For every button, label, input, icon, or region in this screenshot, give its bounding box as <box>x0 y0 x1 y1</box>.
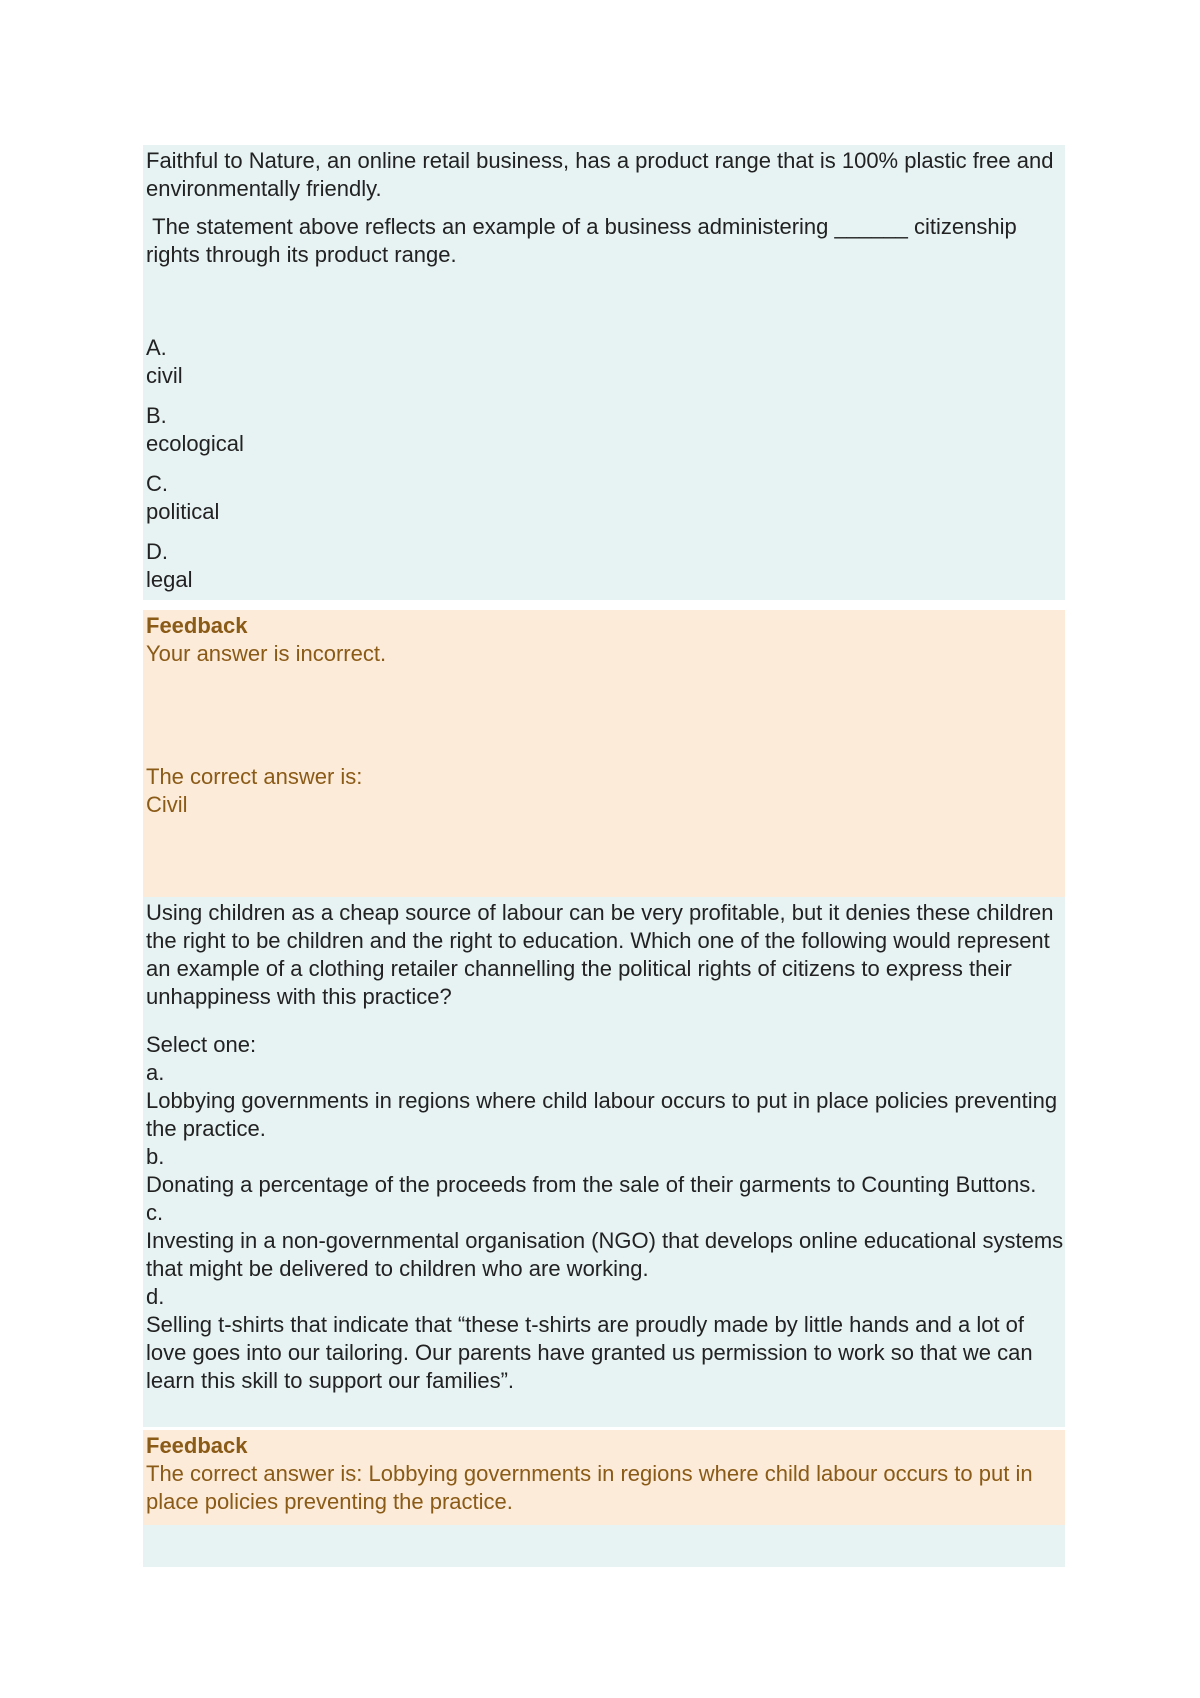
question-3-placeholder <box>143 1525 1065 1567</box>
question-2-stem: Using children as a cheap source of labour can be very profitable, but it denies these children the right to be children and the right to education. Which one of the following would represent an example of a clothing retailer channelling the political rights of citizens to express their unhappiness with this practice? <box>146 900 1054 1009</box>
select-one-label: Select one: <box>146 1032 257 1057</box>
question-2-options <box>146 1059 1065 1395</box>
option-b-letter: B. <box>146 403 167 428</box>
option-d-letter: D. <box>146 539 168 564</box>
question-1-stem: Faithful to Nature, an online retail business, has a product range that is 100% plastic free and environmentally friendly. <box>146 148 1054 201</box>
option-2d[interactable] <box>146 1283 1065 1395</box>
option-2c-letter: c. <box>146 1200 164 1225</box>
question-2 <box>143 897 1065 1427</box>
option-c-letter: C. <box>146 471 168 496</box>
feedback-1-body <box>143 610 1065 819</box>
feedback-1-correct-label: The correct answer is: <box>146 764 363 789</box>
option-2b-letter: b. <box>146 1144 165 1169</box>
option-2d-letter: d. <box>146 1284 165 1309</box>
option-2c-text: Investing in a non-governmental organisation (NGO) that develops online educational systems that might be delivered to children who are working. <box>146 1228 1064 1281</box>
option-c-text: political <box>146 499 220 524</box>
question-1-body <box>143 145 1065 594</box>
option-2a-text: Lobbying governments in regions where child labour occurs to put in place policies preventing the practice. <box>146 1088 1058 1141</box>
question-1-prompt: The statement above reflects an example of a business administering ______ citizenship rights through its product range. <box>146 214 1023 267</box>
option-2a-letter: a. <box>146 1060 165 1085</box>
feedback-2 <box>143 1430 1065 1525</box>
feedback-1-title: Feedback <box>146 613 248 638</box>
question-1-options <box>146 334 1065 594</box>
option-2a[interactable] <box>146 1059 1065 1143</box>
option-2d-text: Selling t-shirts that indicate that “these t-shirts are proudly made by little hands and a lot of love goes into our tailoring. Our parents have granted us permission to work so that we can learn this skill to support our families”. <box>146 1312 1033 1393</box>
option-b[interactable] <box>146 402 1065 458</box>
option-2b-text: Donating a percentage of the proceeds from the sale of their garments to Counting Buttons. <box>146 1172 1037 1197</box>
option-d[interactable] <box>146 538 1065 594</box>
question-2-body <box>143 897 1065 1395</box>
question-1 <box>143 145 1065 600</box>
option-b-text: ecological <box>146 431 244 456</box>
feedback-1 <box>143 610 1065 897</box>
feedback-2-body <box>143 1430 1065 1516</box>
option-a-letter: A. <box>146 335 167 360</box>
feedback-1-correct-value: Civil <box>146 792 188 817</box>
option-2c[interactable] <box>146 1199 1065 1283</box>
feedback-2-title: Feedback <box>146 1433 248 1458</box>
option-a[interactable] <box>146 334 1065 390</box>
option-a-text: civil <box>146 363 183 388</box>
option-2b[interactable] <box>146 1143 1065 1199</box>
option-d-text: legal <box>146 567 193 592</box>
option-c[interactable] <box>146 470 1065 526</box>
feedback-2-text: The correct answer is: Lobbying governments in regions where child labour occurs to put in place policies preventing the practice. <box>146 1461 1033 1514</box>
feedback-1-status: Your answer is incorrect. <box>146 641 387 666</box>
